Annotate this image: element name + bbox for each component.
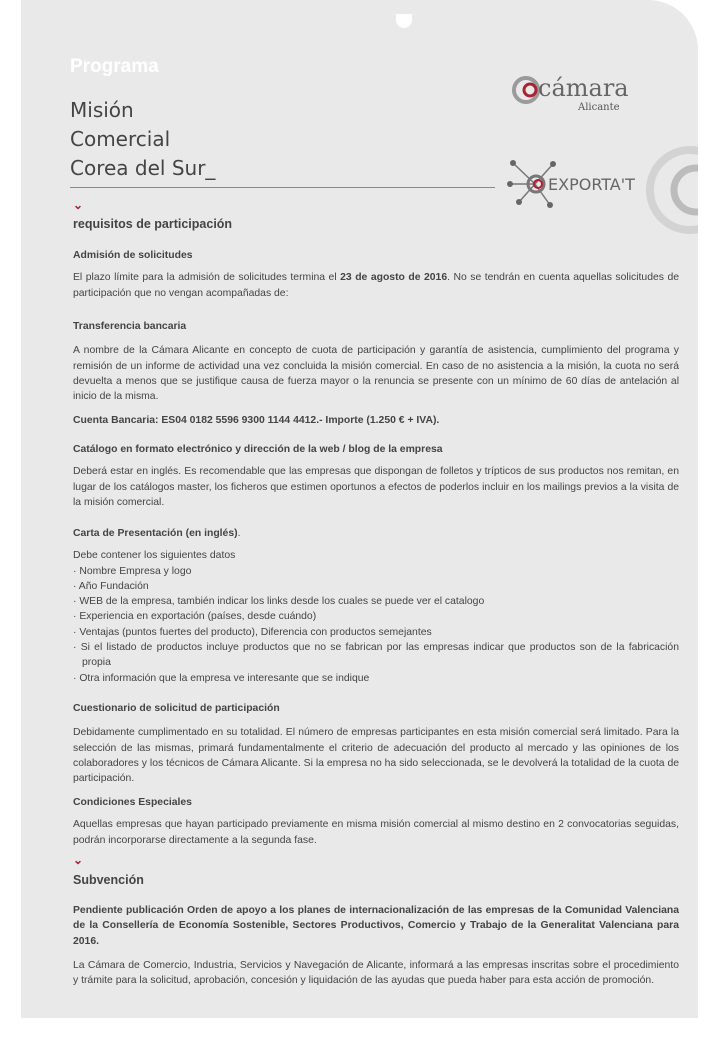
transferencia-heading: Transferencia bancaria: [73, 321, 187, 332]
section-subvencion: Subvención: [73, 873, 144, 887]
condiciones-text: Aquellas empresas que hayan participado previamente en misma misión comercial al mismo destino en 2 convocatorias seguidas, podrán incorporarse directamente a la segunda fase.: [73, 819, 679, 846]
camara-watermark-icon: [640, 145, 698, 235]
page-title: Misión Comercial Corea del Sur_: [70, 98, 216, 180]
catalogo-text: Deberá estar en inglés. Es recomendable que las empresas que dispongan de folletos y trípticos de sus productos nos remitan, en lugar de los catálogos master, los ficheros que estimen oportunos a efectos de poderlos incluir en los mailings previos a la visita de la misión comercial.: [73, 466, 679, 508]
admision-block: [73, 248, 679, 301]
condiciones-block: [73, 795, 679, 848]
carta-heading: Carta de Presentación (en inglés).: [73, 528, 241, 539]
carta-block: [73, 526, 679, 686]
admision-text: El plazo límite para la admisión de solicitudes termina el 23 de agosto de 2016. No se tendrán en cuenta aquellas solicitudes de participación que no vengan acompañadas de:: [73, 272, 679, 299]
cuestionario-heading: Cuestionario de solicitud de participación: [73, 703, 280, 714]
chevron-down-icon: ⌄: [73, 853, 84, 867]
subvencion-bold-text: Pendiente publicación Orden de apoyo a los planes de internacionalización de las empresas de la Comunidad Valenciana de la Consellería de Economía Sostenible, Sectores Productivos, Comercio y Trabajo de la Generalitat Valenciana para 2016.: [73, 905, 679, 947]
carta-list: [73, 564, 679, 686]
catalogo-heading: Catálogo en formato electrónico y dirección de la web / blog de la empresa: [73, 444, 443, 455]
cuestionario-text: Debidamente cumplimentado en su totalidad. El número de empresas participantes en esta misión comercial será limitado. Para la selección de las mismas, primará fundamentalmente el criterio de adecuación del producto al mercado y las opiniones de los colaboradores y los técnicos de Cámara Alicante. Si la empresa no ha sido seleccionada, se le devolverá la totalidad de la cuota de participación.: [73, 727, 679, 785]
transferencia-block: [73, 319, 679, 429]
catalogo-block: [73, 442, 679, 510]
transferencia-text: A nombre de la Cámara Alicante en concepto de cuota de participación y garantía de asistencia, cumplimiento del programa y remisión de un informe de actividad una vez concluida la misión comercial. En caso de no asistencia a la misión, la cuota no será devuelta a menos que se justifique causa de fuerza mayor o la renuncia se presente con un mínimo de 60 días de antelación al inicio de la misma.: [73, 345, 679, 403]
camara-alicante-logo: [512, 70, 637, 116]
admision-heading: Admisión de solicitudes: [73, 250, 193, 261]
section-requisitos: requisitos de participación: [73, 217, 233, 231]
list-item: · Otra información que la empresa ve interesante que se indique: [73, 672, 370, 684]
list-item: · WEB de la empresa, también indicar los links desde los cuales se puede ver el catalogo: [73, 596, 485, 608]
cuenta-bancaria: Cuenta Bancaria: ES04 0182 5596 9300 1144 4412.- Importe (1.250 € + IVA).: [73, 415, 440, 427]
list-item: · Año Fundación: [73, 580, 149, 592]
list-item: · Experiencia en exportación (países, desde cuándo): [73, 611, 317, 623]
list-item: · Nombre Empresa y logo: [73, 565, 192, 577]
svg-text:EXPORTA'T: EXPORTA'T: [548, 175, 635, 194]
list-item: · Ventajas (puntos fuertes del producto), Diferencia con productos semejantes: [73, 626, 432, 638]
carta-intro: Debe contener los siguientes datos: [73, 550, 236, 562]
subvencion-block: [73, 903, 679, 988]
chevron-down-icon: ⌄: [73, 198, 84, 212]
svg-text:cámara: cámara: [538, 74, 629, 102]
list-item: · Si el listado de productos incluye productos que no se fabrican por las empresas indicar que productos son de la fabricación propia: [73, 642, 679, 669]
programa-label: Programa: [70, 56, 159, 77]
svg-text:Alicante: Alicante: [578, 102, 620, 113]
cuestionario-block: [73, 701, 679, 786]
title-divider: [70, 187, 495, 188]
exportat-logo: [505, 158, 640, 210]
subvencion-text: La Cámara de Comercio, Industria, Servicios y Navegación de Alicante, informará a las empresas inscritas sobre el procedimiento y trámite para la solicitud, aprobación, concesión y liquidación de las ayudas que pueda haber para esta acción de promoción.: [73, 959, 679, 987]
condiciones-heading: Condiciones Especiales: [73, 797, 192, 808]
